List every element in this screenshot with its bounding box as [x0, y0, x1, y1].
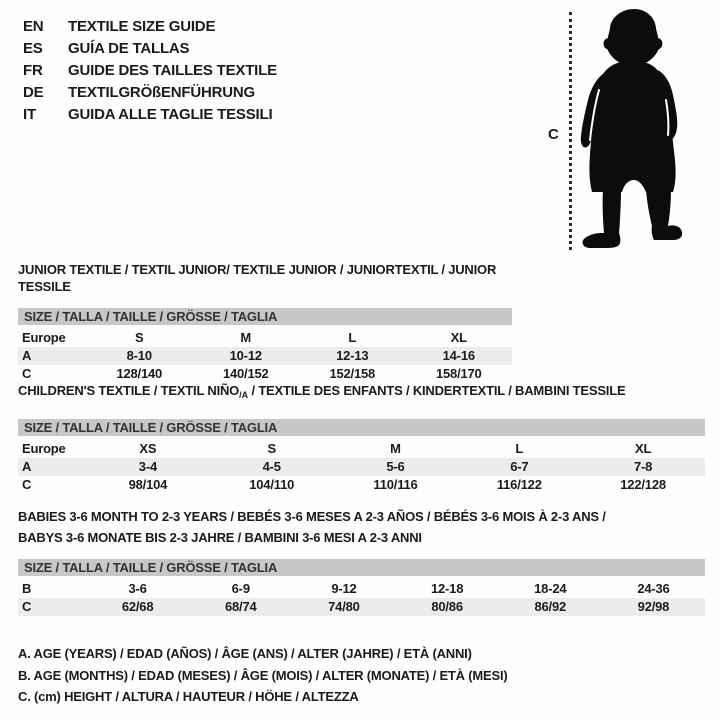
table-cell: 18-24 [534, 581, 567, 596]
size-guide-section [18, 261, 512, 383]
row-label: C [22, 477, 32, 492]
table-cell: 92/98 [637, 599, 670, 614]
table-cell: 158/170 [435, 366, 482, 381]
language-row [23, 60, 277, 82]
table-cell: M [240, 330, 252, 345]
table-cell: 3-4 [138, 459, 157, 474]
table-row [18, 598, 705, 616]
table-cell: S [267, 441, 276, 456]
table-row [18, 580, 705, 598]
table-row [18, 365, 512, 383]
heading-text: / TEXTILE DES ENFANTS / KINDERTEXTIL / BAMBINI TESSILE [248, 383, 626, 398]
table-cell: S [135, 330, 144, 345]
size-table [18, 440, 705, 494]
table-cell: 14-16 [442, 348, 475, 363]
row-cells [86, 347, 512, 365]
height-measure-label: C [548, 126, 559, 143]
toddler-silhouette-icon [578, 6, 690, 252]
row-cells [86, 365, 512, 383]
table-cell: 74/80 [328, 599, 360, 614]
row-label: C [22, 366, 32, 381]
heading-text: /A [239, 390, 249, 400]
row-label: Europe [22, 441, 66, 456]
row-label: Europe [22, 330, 66, 345]
heading-text: JUNIOR TEXTILE / TEXTIL JUNIOR/ TEXTILE JUNIOR / JUNIORTEXTIL / JUNIOR TESSILE [18, 262, 497, 294]
table-cell: 104/110 [249, 477, 295, 492]
section-heading [18, 382, 705, 401]
footnote-line: B. AGE (MONTHS) / EDAD (MESES) / ÂGE (MOIS) / ALTER (MONATE) / ETÀ (MESI) [18, 667, 508, 683]
table-cell: XL [450, 330, 467, 345]
section-heading [18, 261, 512, 295]
size-bar: SIZE / TALLA / TAILLE / GRÖSSE / TAGLIA [18, 559, 705, 576]
table-cell: 12-18 [430, 581, 464, 596]
table-cell: 8-10 [126, 348, 152, 363]
table-cell: 86/92 [534, 599, 567, 614]
table-cell: L [515, 441, 524, 456]
table-cell: 10-12 [229, 348, 262, 363]
language-title-list [23, 16, 277, 126]
table-row [18, 476, 705, 494]
row-label: C [22, 599, 32, 614]
table-cell: 3-6 [128, 581, 147, 596]
language-code: EN [23, 18, 44, 35]
table-cell: XL [634, 441, 652, 456]
language-row [23, 16, 277, 38]
language-code: IT [23, 106, 36, 123]
language-title: TEXTILE SIZE GUIDE [68, 18, 216, 35]
table-cell: 7-8 [633, 459, 653, 474]
footnotes [18, 643, 508, 708]
table-cell: XS [139, 441, 157, 456]
language-code: ES [23, 40, 43, 57]
table-cell: 140/152 [222, 366, 269, 381]
table-cell: 6-7 [510, 459, 529, 474]
table-row [18, 458, 705, 476]
size-guide-section [18, 506, 705, 616]
language-row [23, 38, 277, 60]
heading-text: BABIES 3-6 MONTH TO 2-3 YEARS / BEBÉS 3-6 MESES A 2-3 AÑOS / BÉBÉS 3-6 MOIS À 2-3 ANS / BABYS 3-6 MONATE BIS 2-3 JAHRE / BAMBINI 3-6 MESI A 2-3 ANNI [18, 509, 606, 545]
size-table [18, 580, 705, 616]
row-cells [86, 458, 705, 476]
table-cell: 116/122 [496, 477, 542, 492]
row-label: B [22, 581, 32, 596]
table-cell: 68/74 [224, 599, 257, 614]
table-row [18, 347, 512, 365]
language-title: GUIDA ALLE TAGLIE TESSILI [68, 106, 273, 123]
section-heading [18, 506, 643, 548]
row-cells [86, 598, 705, 616]
table-row [18, 329, 512, 347]
table-cell: 110/116 [373, 477, 418, 492]
heading-text: CHILDREN'S TEXTILE / TEXTIL NIÑO [18, 383, 240, 398]
table-cell: 24-36 [637, 581, 670, 596]
row-cells [86, 440, 705, 458]
table-cell: 6-9 [231, 581, 250, 596]
language-title: TEXTILGRÖßENFÜHRUNG [68, 84, 256, 101]
table-cell: 128/140 [116, 366, 163, 381]
table-row [18, 440, 705, 458]
size-table [18, 329, 512, 383]
table-cell: 122/128 [620, 477, 666, 492]
language-row [23, 104, 277, 126]
language-code: DE [23, 84, 44, 101]
table-cell: 80/86 [431, 599, 463, 614]
table-cell: 152/158 [329, 366, 376, 381]
table-cell: 4-5 [262, 459, 281, 474]
table-cell: 5-6 [386, 459, 405, 474]
footnote-line: C. (cm) HEIGHT / ALTURA / HAUTEUR / HÖHE / ALTEZZA [18, 689, 359, 704]
row-label: A [22, 348, 32, 363]
table-cell: 12-13 [336, 348, 369, 363]
row-cells [86, 329, 512, 347]
table-cell: 9-12 [331, 581, 357, 596]
language-row [23, 82, 277, 104]
footnote-line: A. AGE (YEARS) / EDAD (AÑOS) / ÂGE (ANS) / ALTER (JAHRE) / ETÀ (ANNI) [18, 646, 472, 661]
table-cell: M [390, 441, 401, 456]
size-bar: SIZE / TALLA / TAILLE / GRÖSSE / TAGLIA [18, 419, 705, 436]
table-cell: L [348, 330, 357, 345]
language-code: FR [23, 62, 43, 79]
table-cell: 98/104 [128, 477, 168, 492]
language-title: GUÍA DE TALLAS [68, 40, 190, 57]
row-cells [86, 476, 705, 494]
table-cell: 62/68 [121, 599, 154, 614]
size-guide-section [18, 382, 705, 494]
language-title: GUIDE DES TAILLES TEXTILE [68, 62, 277, 79]
row-cells [86, 580, 705, 598]
height-measure-dotted-line [569, 12, 572, 250]
row-label: A [22, 459, 32, 474]
size-bar: SIZE / TALLA / TAILLE / GRÖSSE / TAGLIA [18, 308, 512, 325]
